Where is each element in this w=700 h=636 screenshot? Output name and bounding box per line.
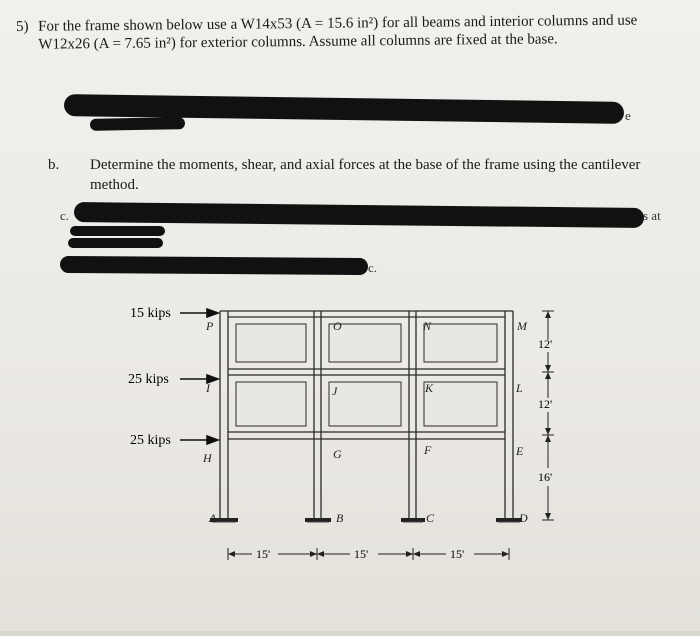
- node-label: G: [333, 447, 342, 461]
- part-b-label: b.: [48, 157, 60, 173]
- redacted-fragment: e: [625, 108, 631, 123]
- redacted-fragment: c.: [60, 208, 70, 223]
- node-label: K: [425, 381, 434, 395]
- node-label: H: [203, 451, 212, 465]
- load-label: 15 kips: [130, 306, 171, 321]
- node-label: P: [206, 319, 214, 333]
- node-label: O: [333, 319, 342, 333]
- bay-width-label: 15': [354, 547, 369, 561]
- node-label: L: [516, 381, 523, 395]
- node-label: J: [332, 384, 338, 398]
- load-label: 25 kips: [130, 433, 171, 448]
- bay-width-label: 15': [256, 547, 271, 561]
- redacted-fragment: c.: [368, 260, 378, 275]
- story-height-label: 12': [538, 337, 553, 351]
- story-height-label: 12': [538, 397, 553, 411]
- story-height-label: 16': [538, 470, 553, 484]
- node-label: B: [336, 511, 344, 525]
- problem-text: For the frame shown below use a W14x53 (A = 15.6 in²) for all beams and interior columns and use W12x26 (A = 7.65 in²) for exterior columns. Assume all columns are fixed at the base.: [38, 12, 638, 53]
- node-label: I: [206, 381, 210, 395]
- node-label: M: [517, 319, 527, 333]
- node-label: F: [424, 443, 432, 457]
- bay-width-label: 15': [450, 547, 465, 561]
- load-label: 25 kips: [128, 372, 169, 387]
- problem-number: 5): [16, 18, 29, 35]
- node-label: D: [519, 511, 528, 525]
- node-label: C: [426, 511, 435, 525]
- redacted-fragment: s at: [643, 208, 661, 223]
- node-label: A: [209, 511, 217, 525]
- node-label: E: [516, 444, 524, 458]
- node-label: N: [423, 319, 432, 333]
- part-b-text: Determine the moments, shear, and axial forces at the base of the frame using the cantilever method.: [90, 157, 641, 193]
